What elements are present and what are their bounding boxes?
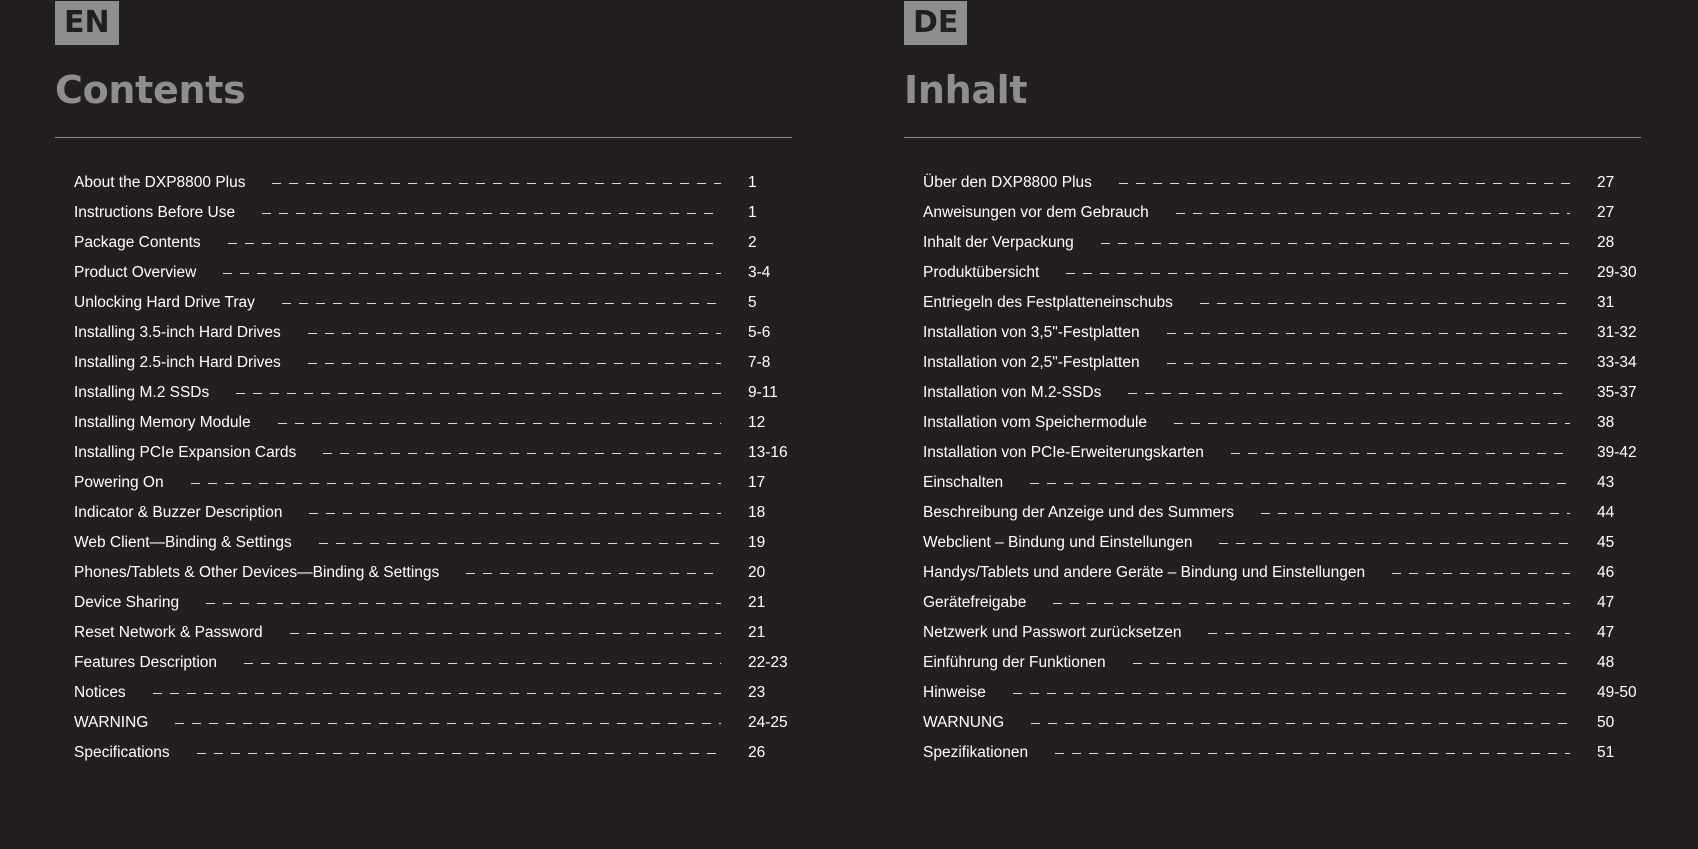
toc-entry-label: WARNING <box>74 714 149 731</box>
toc-entry-label: Netzwerk und Passwort zurücksetzen <box>923 624 1182 641</box>
toc-entry-page: 22-23 <box>748 654 788 671</box>
toc-entry-label: Instructions Before Use <box>74 204 236 221</box>
toc-entry-page: 39-42 <box>1597 444 1637 461</box>
dashed-leader <box>282 303 721 304</box>
dashed-leader <box>1066 273 1570 274</box>
toc-entry[interactable] <box>923 528 1641 558</box>
toc-entry-page: 47 <box>1597 624 1615 641</box>
toc-entry[interactable] <box>74 288 792 318</box>
toc-entry-label: Powering On <box>74 474 164 491</box>
toc-entry[interactable] <box>74 738 792 768</box>
toc-entry-label: Beschreibung der Anzeige und des Summers <box>923 504 1235 521</box>
toc-entry[interactable] <box>923 228 1641 258</box>
dashed-leader <box>236 393 721 394</box>
dashed-leader <box>1208 633 1570 634</box>
toc-entry-page: 21 <box>748 594 766 611</box>
toc-entry[interactable] <box>74 348 792 378</box>
dashed-leader <box>1176 213 1570 214</box>
dashed-leader <box>1119 183 1570 184</box>
toc-entry[interactable] <box>74 588 792 618</box>
toc-entry[interactable] <box>923 498 1641 528</box>
dashed-leader <box>272 183 721 184</box>
dashed-leader <box>1261 513 1570 514</box>
dashed-leader <box>1030 483 1570 484</box>
toc-entry[interactable] <box>74 198 792 228</box>
dashed-leader <box>308 363 721 364</box>
toc-entry-page: 43 <box>1597 474 1615 491</box>
inhalt-title: Inhalt <box>904 68 1028 112</box>
dashed-leader <box>1013 693 1570 694</box>
dashed-leader <box>175 723 721 724</box>
dashed-leader <box>1133 663 1570 664</box>
language-badge-de: DE <box>904 1 967 45</box>
toc-entry[interactable] <box>74 618 792 648</box>
toc-entry-label: Produktübersicht <box>923 264 1040 281</box>
toc-entry-label: Handys/Tablets und andere Geräte – Bindung und Einstellungen <box>923 564 1366 581</box>
dashed-leader <box>197 753 721 754</box>
dashed-leader <box>262 213 721 214</box>
toc-entry-label: Installing 3.5-inch Hard Drives <box>74 324 281 341</box>
toc-entry-page: 48 <box>1597 654 1615 671</box>
toc-entry-page: 3-4 <box>748 264 771 281</box>
toc-entry[interactable] <box>923 318 1641 348</box>
toc-entry-page: 46 <box>1597 564 1615 581</box>
toc-entry-page: 27 <box>1597 174 1615 191</box>
toc-entry[interactable] <box>74 408 792 438</box>
toc-entry-label: Spezifikationen <box>923 744 1029 761</box>
toc-entry-page: 1 <box>748 174 757 191</box>
toc-entry-label: Device Sharing <box>74 594 180 611</box>
toc-entry-label: Installing Memory Module <box>74 414 251 431</box>
toc-list-en <box>74 168 792 768</box>
toc-entry-label: Installation von 2,5"-Festplatten <box>923 354 1140 371</box>
toc-entry[interactable] <box>923 558 1641 588</box>
dashed-leader <box>244 663 721 664</box>
toc-entry-page: 31-32 <box>1597 324 1637 341</box>
toc-entry-label: Installing 2.5-inch Hard Drives <box>74 354 281 371</box>
toc-entry[interactable] <box>923 648 1641 678</box>
dashed-leader <box>1101 243 1570 244</box>
toc-entry[interactable] <box>923 468 1641 498</box>
toc-entry[interactable] <box>74 468 792 498</box>
title-divider <box>904 137 1641 138</box>
dashed-leader <box>1200 303 1570 304</box>
dashed-leader <box>1167 363 1570 364</box>
toc-entry[interactable] <box>923 288 1641 318</box>
toc-entry-label: Installing M.2 SSDs <box>74 384 210 401</box>
toc-entry-label: Inhalt der Verpackung <box>923 234 1074 251</box>
toc-entry-page: 13-16 <box>748 444 788 461</box>
toc-entry-page: 29-30 <box>1597 264 1637 281</box>
toc-entry[interactable] <box>923 198 1641 228</box>
toc-entry-label: About the DXP8800 Plus <box>74 174 246 191</box>
toc-entry-label: Installation von M.2-SSDs <box>923 384 1102 401</box>
toc-entry[interactable] <box>74 168 792 198</box>
toc-entry-page: 51 <box>1597 744 1615 761</box>
toc-entry-page: 21 <box>748 624 766 641</box>
dashed-leader <box>309 513 721 514</box>
dashed-leader <box>223 273 721 274</box>
dashed-leader <box>278 423 721 424</box>
toc-entry-page: 7-8 <box>748 354 771 371</box>
toc-entry[interactable] <box>923 378 1641 408</box>
dashed-leader <box>1031 723 1570 724</box>
toc-entry[interactable] <box>74 678 792 708</box>
toc-entry-label: Notices <box>74 684 126 701</box>
toc-entry-label: Product Overview <box>74 264 197 281</box>
toc-entry[interactable] <box>74 318 792 348</box>
dashed-leader <box>1128 393 1570 394</box>
toc-entry-page: 28 <box>1597 234 1615 251</box>
toc-entry-page: 38 <box>1597 414 1615 431</box>
dashed-leader <box>308 333 721 334</box>
toc-entry[interactable] <box>74 228 792 258</box>
toc-entry[interactable] <box>923 258 1641 288</box>
toc-entry-page: 5 <box>748 294 757 311</box>
toc-entry-label: Indicator & Buzzer Description <box>74 504 283 521</box>
toc-entry[interactable] <box>74 708 792 738</box>
dashed-leader <box>319 543 721 544</box>
toc-entry-page: 23 <box>748 684 766 701</box>
toc-entry-label: Reset Network & Password <box>74 624 263 641</box>
toc-entry-label: Einführung der Funktionen <box>923 654 1106 671</box>
dashed-leader <box>153 693 721 694</box>
dashed-leader <box>1231 453 1570 454</box>
toc-entry-page: 5-6 <box>748 324 771 341</box>
dashed-leader <box>1055 753 1570 754</box>
toc-entry[interactable] <box>923 738 1641 768</box>
toc-entry-label: Installation vom Speichermodule <box>923 414 1148 431</box>
toc-entry-label: Installation von PCIe-Erweiterungskarten <box>923 444 1204 461</box>
toc-entry-page: 26 <box>748 744 766 761</box>
toc-entry-page: 2 <box>748 234 757 251</box>
toc-entry-page: 50 <box>1597 714 1615 731</box>
toc-entry[interactable] <box>923 678 1641 708</box>
toc-entry-label: Features Description <box>74 654 218 671</box>
toc-entry[interactable] <box>74 438 792 468</box>
dashed-leader <box>1174 423 1570 424</box>
toc-entry-label: Installing PCIe Expansion Cards <box>74 444 297 461</box>
toc-entry[interactable] <box>74 648 792 678</box>
toc-entry-label: Package Contents <box>74 234 201 251</box>
toc-entry-label: Specifications <box>74 744 170 761</box>
toc-entry-page: 17 <box>748 474 766 491</box>
toc-entry-page: 12 <box>748 414 766 431</box>
dashed-leader <box>191 483 721 484</box>
dashed-leader <box>1053 603 1570 604</box>
dashed-leader <box>1167 333 1570 334</box>
dashed-leader <box>1219 543 1570 544</box>
toc-entry-label: Über den DXP8800 Plus <box>923 174 1092 191</box>
language-badge-en: EN <box>55 1 119 45</box>
toc-entry-label: Einschalten <box>923 474 1004 491</box>
toc-entry-page: 47 <box>1597 594 1615 611</box>
toc-entry[interactable] <box>923 708 1641 738</box>
title-divider <box>55 137 792 138</box>
toc-entry[interactable] <box>923 168 1641 198</box>
toc-entry-label: Installation von 3,5"-Festplatten <box>923 324 1140 341</box>
toc-entry[interactable] <box>74 558 792 588</box>
toc-entry-page: 44 <box>1597 504 1615 521</box>
toc-entry-page: 19 <box>748 534 766 551</box>
toc-entry-page: 31 <box>1597 294 1615 311</box>
dashed-leader <box>466 573 721 574</box>
toc-entry[interactable] <box>74 378 792 408</box>
toc-entry-page: 9-11 <box>748 384 778 401</box>
toc-entry-label: WARNUNG <box>923 714 1005 731</box>
toc-entry-page: 27 <box>1597 204 1615 221</box>
toc-entry-page: 35-37 <box>1597 384 1637 401</box>
toc-entry[interactable] <box>923 408 1641 438</box>
toc-entry[interactable] <box>923 618 1641 648</box>
toc-entry[interactable] <box>74 528 792 558</box>
toc-entry-label: Anweisungen vor dem Gebrauch <box>923 204 1149 221</box>
dashed-leader <box>290 633 721 634</box>
toc-entry-label: Webclient – Bindung und Einstellungen <box>923 534 1193 551</box>
toc-entry-page: 45 <box>1597 534 1615 551</box>
toc-entry[interactable] <box>74 258 792 288</box>
toc-entry-label: Hinweise <box>923 684 986 701</box>
dashed-leader <box>228 243 721 244</box>
toc-column-de <box>904 0 1641 761</box>
dashed-leader <box>206 603 721 604</box>
toc-entry-page: 18 <box>748 504 766 521</box>
toc-entry[interactable] <box>74 498 792 528</box>
dashed-leader <box>1392 573 1570 574</box>
toc-column-en <box>55 0 792 761</box>
toc-entry-label: Gerätefreigabe <box>923 594 1027 611</box>
dashed-leader <box>323 453 721 454</box>
toc-entry-page: 1 <box>748 204 757 221</box>
toc-entry[interactable] <box>923 588 1641 618</box>
toc-entry-label: Phones/Tablets & Other Devices—Binding & Settings <box>74 564 440 581</box>
contents-title: Contents <box>55 68 246 112</box>
toc-entry[interactable] <box>923 438 1641 468</box>
toc-entry-page: 24-25 <box>748 714 788 731</box>
toc-entry-label: Unlocking Hard Drive Tray <box>74 294 255 311</box>
toc-entry-page: 33-34 <box>1597 354 1637 371</box>
toc-entry-label: Web Client—Binding & Settings <box>74 534 292 551</box>
toc-entry-page: 49-50 <box>1597 684 1637 701</box>
toc-entry[interactable] <box>923 348 1641 378</box>
toc-entry-label: Entriegeln des Festplatteneinschubs <box>923 294 1173 311</box>
toc-entry-page: 20 <box>748 564 766 581</box>
toc-list-de <box>923 168 1641 768</box>
